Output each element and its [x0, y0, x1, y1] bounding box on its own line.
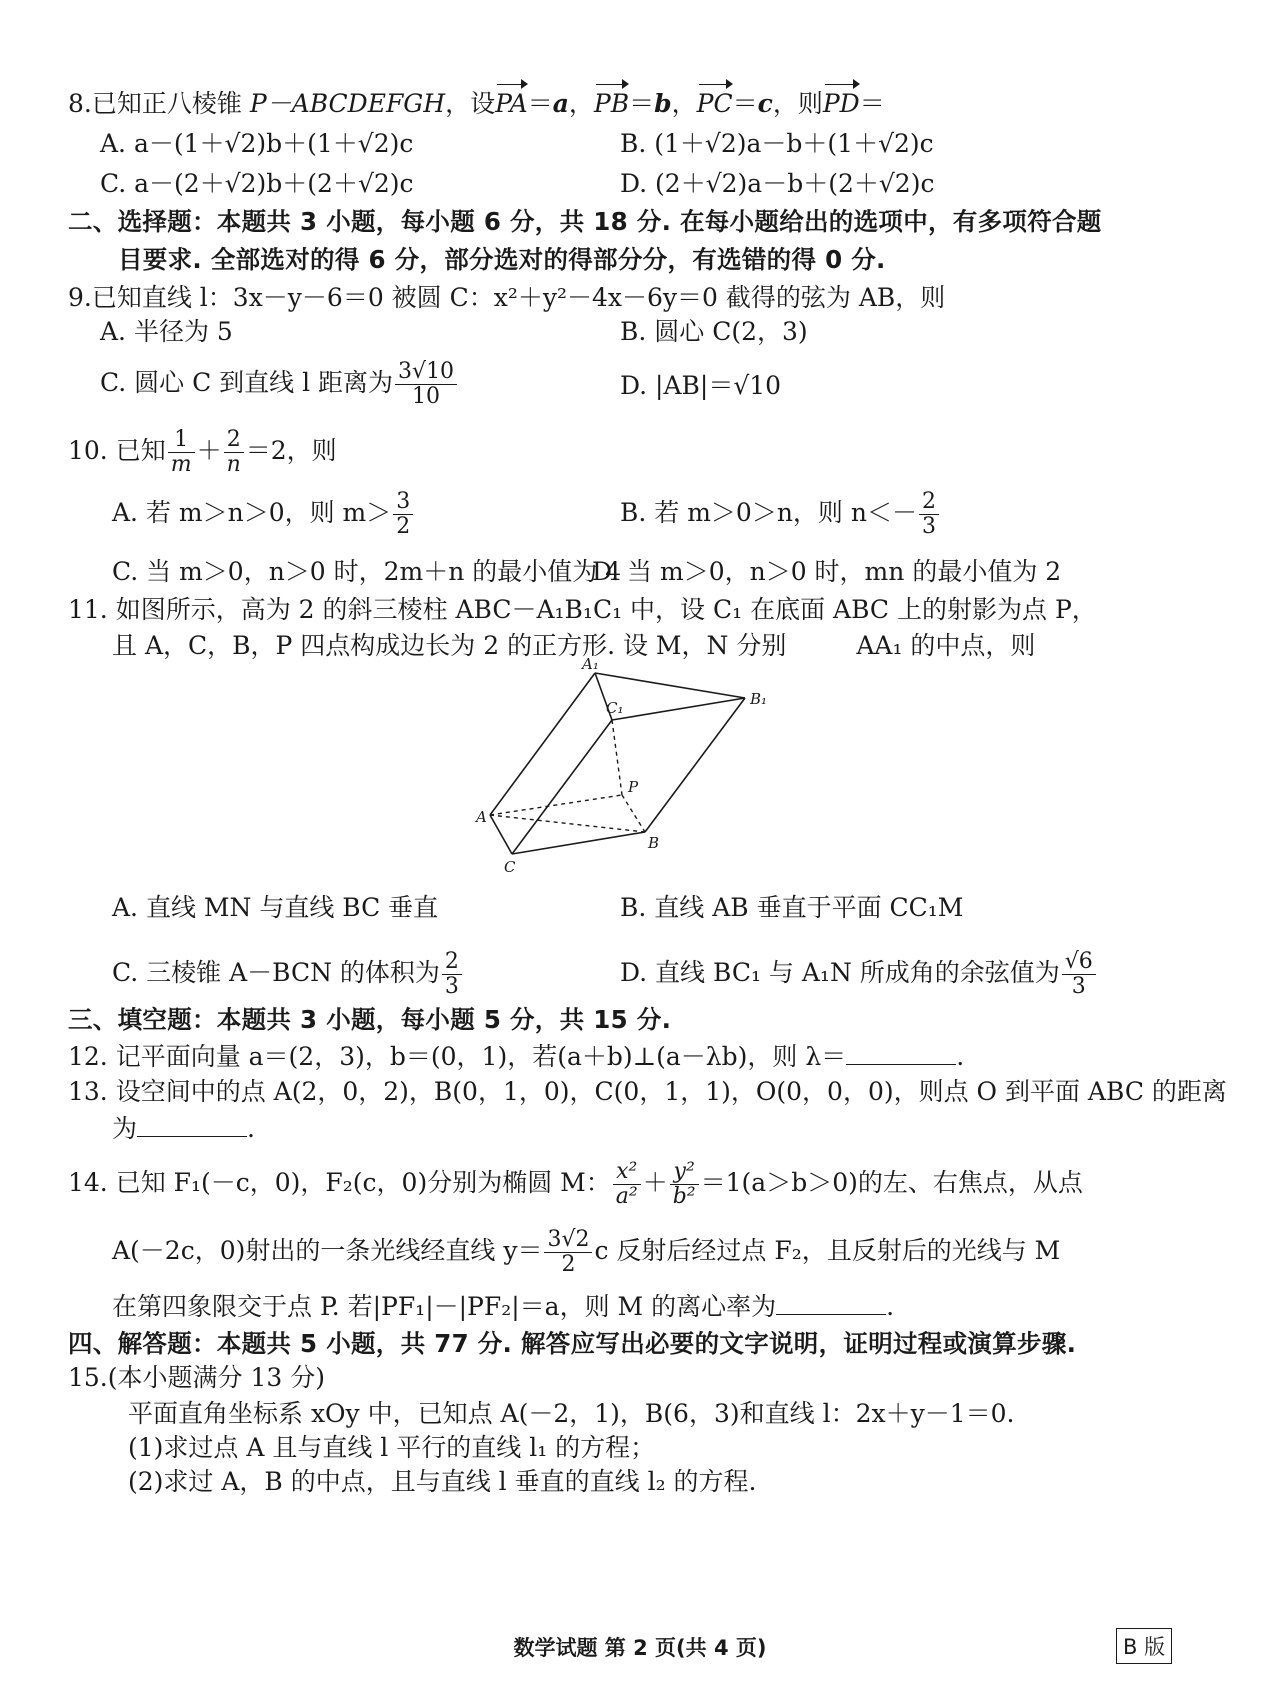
q10-frac-2	[224, 428, 244, 477]
q14-answer-blank[interactable]	[776, 1290, 886, 1315]
fraction-denominator: b²	[672, 1184, 696, 1209]
q13-answer-blank[interactable]	[137, 1112, 247, 1137]
q9-option-c-text: C. 圆心 C 到直线 l 距离为	[100, 368, 394, 397]
section3-heading: 三、填空题：本题共 3 小题，每小题 5 分，共 15 分.	[68, 1005, 672, 1034]
q8-then: ，则	[772, 89, 823, 118]
edge-a1-b1	[595, 673, 745, 698]
q10-option-a-text: A. 若 m＞n＞0，则 m＞	[112, 498, 392, 527]
q14-slope-fraction	[544, 1228, 592, 1277]
fraction-numerator: 3√10	[395, 360, 457, 385]
label-p: P	[628, 778, 639, 796]
fraction-numerator: 2	[224, 428, 244, 453]
label-a: A	[476, 808, 487, 826]
q8-var-b: b	[654, 89, 672, 118]
fraction-numerator: 3	[393, 490, 413, 515]
q11-option-c	[112, 950, 464, 999]
q15-part1: (1)求过点 A 且与直线 l 平行的直线 l₁ 的方程；	[128, 1433, 656, 1462]
label-a1: A₁	[582, 658, 599, 673]
q14-text-3: A(－2c，0)射出的一条光线经直线 y＝	[112, 1236, 543, 1265]
q14-text: 14. 已知 F₁(－c，0)，F₂(c，0)分别为椭圆 M：	[68, 1168, 611, 1197]
fraction-numerator: 2	[919, 490, 939, 515]
edge-a-p	[490, 795, 622, 815]
q11-stem-line2-tail: AA₁ 的中点，则	[856, 631, 1036, 660]
vector-pd: PD	[822, 89, 860, 118]
edge-c1-b1	[612, 698, 745, 720]
q8-option-a: A. a－(1＋√2)b＋(1＋√2)c	[100, 129, 414, 158]
q8-var-a: a	[552, 89, 569, 118]
fraction-denominator: 2	[561, 1252, 576, 1277]
q14-plus: ＋	[642, 1168, 668, 1197]
q8-stem	[68, 88, 885, 120]
q10-b-fraction	[919, 490, 939, 539]
q14-text-2: ＝1(a＞b＞0)的左、右焦点，从点	[700, 1168, 1083, 1197]
q8-sep: ，	[671, 89, 697, 118]
q11-d-fraction	[1062, 950, 1096, 999]
q8-option-c: C. a－(2＋√2)b＋(2＋√2)c	[100, 169, 414, 198]
fraction-denominator: 3	[921, 514, 936, 539]
q11-option-d	[620, 950, 1098, 999]
q14-text-4: c 反射后经过点 F₂，且反射后的光线与 M	[594, 1236, 1061, 1265]
q10-option-b	[620, 490, 941, 539]
q10-plus: ＋	[196, 436, 222, 465]
edge-a-b	[490, 815, 645, 832]
fraction-denominator: 3	[444, 974, 459, 999]
q10-option-b-text: B. 若 m＞0＞n，则 n＜－	[620, 498, 917, 527]
vector-pc: PC	[696, 89, 733, 118]
fraction-numerator: 2	[442, 950, 462, 975]
label-b1: B₁	[750, 690, 768, 708]
q10-stem	[68, 428, 337, 477]
edge-p-b	[622, 795, 645, 832]
section2-heading: 二、选择题：本题共 3 小题，每小题 6 分，共 18 分. 在每小题给出的选项中，有多项符合题	[68, 207, 1102, 236]
fraction-denominator: n	[226, 452, 241, 477]
fraction-denominator: m	[170, 452, 192, 477]
q8-eq: ＝	[732, 89, 758, 118]
q10-option-a	[112, 490, 415, 539]
q8-option-b: B. (1＋√2)a－b＋(1＋√2)c	[620, 129, 934, 158]
version-badge: B 版	[1116, 1628, 1172, 1664]
q10-a-fraction	[393, 490, 413, 539]
fraction-numerator: y²	[670, 1160, 699, 1185]
page-footer: 数学试题 第 2 页(共 4 页)	[513, 1636, 767, 1660]
q9-option-b: B. 圆心 C(2，3)	[620, 317, 808, 346]
section4-heading: 四、解答题：本题共 5 小题，共 77 分. 解答应写出必要的文字说明，证明过程或演算步骤.	[68, 1329, 1077, 1358]
q10-option-c: C. 当 m＞0，n＞0 时，2m＋n 的最小值为 4	[112, 557, 622, 586]
fraction-numerator: √6	[1062, 950, 1096, 975]
fraction-denominator: 2	[396, 514, 411, 539]
q9-option-a: A. 半径为 5	[100, 317, 233, 346]
edge-c1-p	[612, 720, 622, 795]
q9-c-fraction	[395, 360, 457, 409]
q9-stem: 9.已知直线 l：3x－y－6＝0 被圆 C：x²＋y²－4x－6y＝0 截得的弦为 AB，则	[68, 283, 946, 312]
edge-a-c	[490, 815, 512, 854]
q8-stem-text-2: ，设	[445, 89, 496, 118]
label-c1: C₁	[606, 699, 624, 717]
q14-x-fraction	[613, 1160, 641, 1209]
q13-stem-line1: 13. 设空间中的点 A(2，0，2)，B(0，1，0)，C(0，1，1)，O(0，0，0)，则点 O 到平面 ABC 的距离	[68, 1077, 1227, 1106]
q12-stem	[68, 1040, 964, 1073]
q10-stem-text: 10. 已知	[68, 436, 166, 465]
q10-stem-text-2: ＝2，则	[245, 436, 337, 465]
q9-option-c	[100, 360, 459, 409]
q9-option-d: D. |AB|＝√10	[620, 371, 782, 400]
q11-c-fraction	[442, 950, 462, 999]
q13-end: .	[247, 1114, 255, 1143]
q13-text: 为	[112, 1114, 138, 1143]
q15-head: 15.(本小题满分 13 分)	[68, 1363, 325, 1392]
label-c: C	[504, 858, 516, 876]
edge-c-c1	[512, 720, 612, 854]
q11-stem-line1: 11. 如图所示，高为 2 的斜三棱柱 ABC－A₁B₁C₁ 中，设 C₁ 在底面 ABC 上的射影为点 P，	[68, 595, 1097, 624]
edge-c-b	[512, 832, 645, 854]
q14-text-5: 在第四象限交于点 P. 若|PF₁|－|PF₂|＝a，则 M 的离心率为	[112, 1292, 777, 1321]
q14-y-fraction	[670, 1160, 699, 1209]
fraction-denominator: 10	[412, 384, 441, 409]
vector-pb: PB	[593, 89, 630, 118]
q11-option-c-text: C. 三棱锥 A－BCN 的体积为	[112, 958, 440, 987]
q14-line2	[112, 1228, 1060, 1277]
label-b: B	[648, 834, 660, 852]
q12-end: .	[956, 1042, 965, 1071]
q8-sep: ，	[568, 89, 594, 118]
fraction-denominator: a²	[615, 1184, 638, 1209]
section2-heading-cont: 目要求. 全部选对的得 6 分，部分选对的得部分分，有选错的得 0 分.	[118, 245, 886, 274]
edge-a-a1	[490, 673, 595, 815]
q11-stem-line2-text: 且 A，C，B，P 四点构成边长为 2 的正方形. 设 M，N 分别	[112, 631, 787, 660]
q8-eq: ＝	[629, 89, 655, 118]
q12-text: 12. 记平面向量 a＝(2，3)，b＝(0，1)，若(a＋b)⊥(a－λb)，则 λ＝	[68, 1042, 847, 1071]
q14-line1	[68, 1160, 1083, 1209]
vector-pa: PA	[495, 89, 528, 118]
fraction-numerator: 1	[168, 428, 195, 453]
q8-pyramid: P－ABCDEFGH	[249, 89, 446, 118]
q11-option-a: A. 直线 MN 与直线 BC 垂直	[112, 893, 439, 922]
fraction-numerator: 3√2	[544, 1228, 592, 1253]
q13-stem-line2	[112, 1112, 255, 1145]
q12-answer-blank[interactable]	[846, 1040, 956, 1065]
q10-option-d: D. 当 m＞0，n＞0 时，mn 的最小值为 2	[592, 557, 1062, 586]
q8-eq: ＝	[527, 89, 553, 118]
q11-option-b: B. 直线 AB 垂直于平面 CC₁M	[620, 893, 964, 922]
q11-option-d-text: D. 直线 BC₁ 与 A₁N 所成角的余弦值为	[620, 958, 1060, 987]
q14-line3	[112, 1290, 894, 1323]
fraction-denominator: 3	[1071, 974, 1086, 999]
q8-stem-text: 8.已知正八棱锥	[68, 89, 250, 118]
q8-eq-end: ＝	[859, 89, 885, 118]
q15-body: 平面直角坐标系 xOy 中，已知点 A(－2，1)，B(6，3)和直线 l：2x＋y－1＝0.	[128, 1399, 1015, 1428]
q14-end: .	[886, 1292, 895, 1321]
edge-b-b1	[645, 698, 745, 832]
q8-option-d: D. (2＋√2)a－b＋(2＋√2)c	[620, 169, 935, 198]
q11-prism-figure	[470, 658, 800, 888]
fraction-numerator: x²	[613, 1160, 641, 1185]
q10-frac-1	[168, 428, 195, 477]
q8-var-c: c	[757, 89, 773, 118]
q15-part2: (2)求过 A，B 的中点，且与直线 l 垂直的直线 l₂ 的方程.	[128, 1467, 757, 1496]
